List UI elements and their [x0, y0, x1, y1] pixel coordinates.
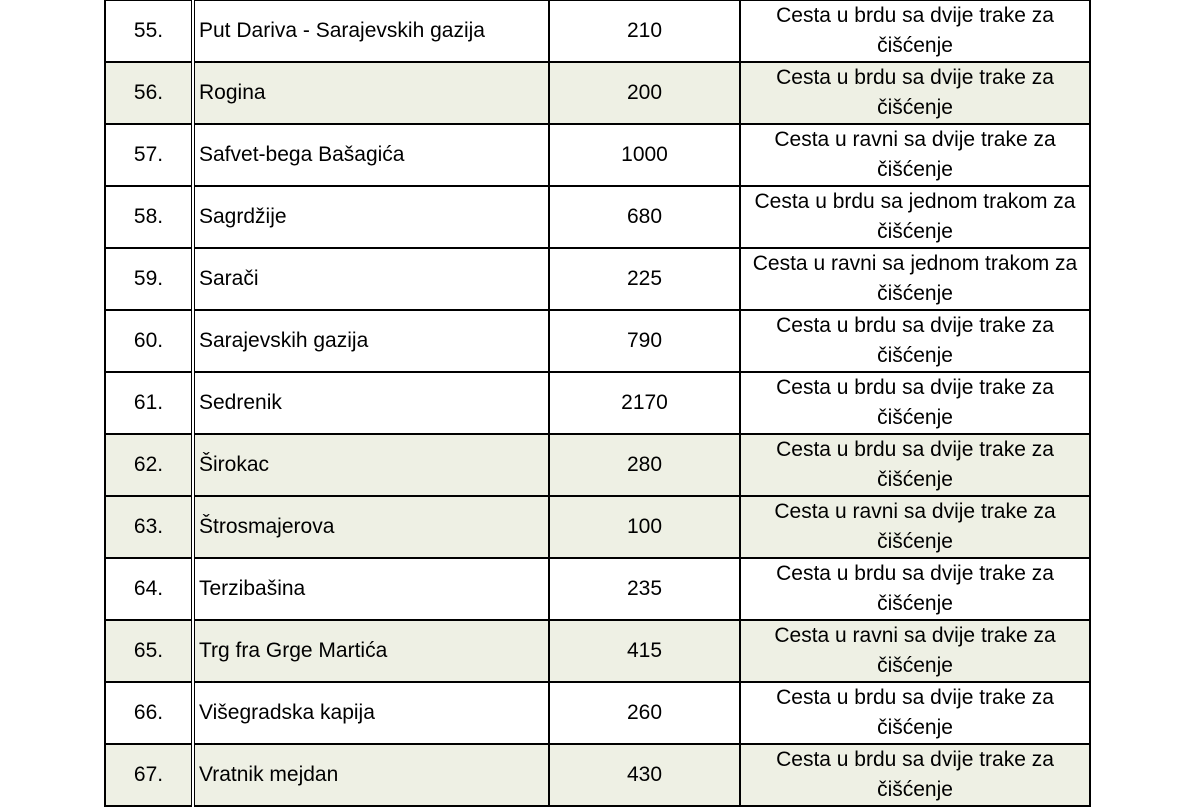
row-number-cell: 60.	[105, 310, 193, 372]
table-row	[105, 62, 1090, 124]
road-type-cell: Cesta u brdu sa dvije trake za čišćenje	[740, 0, 1090, 62]
row-number-cell: 67.	[105, 744, 193, 806]
street-table-container	[104, 0, 1091, 807]
table-row	[105, 682, 1090, 744]
table-row	[105, 372, 1090, 434]
road-type-cell: Cesta u ravni sa dvije trake za čišćenje	[740, 620, 1090, 682]
row-number-cell: 62.	[105, 434, 193, 496]
length-cell: 680	[549, 186, 740, 248]
table-row	[105, 0, 1090, 62]
row-number-cell: 58.	[105, 186, 193, 248]
row-number-cell: 56.	[105, 62, 193, 124]
road-type-cell: Cesta u ravni sa dvije trake za čišćenje	[740, 124, 1090, 186]
row-number-cell: 66.	[105, 682, 193, 744]
length-cell: 225	[549, 248, 740, 310]
road-type-cell: Cesta u brdu sa dvije trake za čišćenje	[740, 558, 1090, 620]
street-name-cell: Sarajevskih gazija	[193, 310, 549, 372]
road-type-cell: Cesta u ravni sa jednom trakom za čišćenje	[740, 248, 1090, 310]
row-number-cell: 64.	[105, 558, 193, 620]
length-cell: 415	[549, 620, 740, 682]
length-cell: 235	[549, 558, 740, 620]
table-row	[105, 186, 1090, 248]
table-row	[105, 310, 1090, 372]
table-body	[105, 0, 1090, 806]
length-cell: 1000	[549, 124, 740, 186]
street-name-cell: Štrosmajerova	[193, 496, 549, 558]
length-cell: 200	[549, 62, 740, 124]
length-cell: 210	[549, 0, 740, 62]
street-name-cell: Terzibašina	[193, 558, 549, 620]
road-type-cell: Cesta u brdu sa dvije trake za čišćenje	[740, 744, 1090, 806]
table-row	[105, 124, 1090, 186]
table-row	[105, 496, 1090, 558]
street-name-cell: Put Dariva - Sarajevskih gazija	[193, 0, 549, 62]
street-name-cell: Rogina	[193, 62, 549, 124]
street-table	[104, 0, 1091, 807]
road-type-cell: Cesta u ravni sa dvije trake za čišćenje	[740, 496, 1090, 558]
row-number-cell: 63.	[105, 496, 193, 558]
row-number-cell: 61.	[105, 372, 193, 434]
row-number-cell: 65.	[105, 620, 193, 682]
length-cell: 100	[549, 496, 740, 558]
street-name-cell: Sagrdžije	[193, 186, 549, 248]
length-cell: 2170	[549, 372, 740, 434]
length-cell: 430	[549, 744, 740, 806]
street-name-cell: Višegradska kapija	[193, 682, 549, 744]
length-cell: 280	[549, 434, 740, 496]
table-row	[105, 558, 1090, 620]
road-type-cell: Cesta u brdu sa dvije trake za čišćenje	[740, 372, 1090, 434]
length-cell: 260	[549, 682, 740, 744]
table-row	[105, 434, 1090, 496]
street-name-cell: Sedrenik	[193, 372, 549, 434]
road-type-cell: Cesta u brdu sa dvije trake za čišćenje	[740, 682, 1090, 744]
street-name-cell: Trg fra Grge Martića	[193, 620, 549, 682]
table-row	[105, 744, 1090, 806]
road-type-cell: Cesta u brdu sa dvije trake za čišćenje	[740, 62, 1090, 124]
road-type-cell: Cesta u brdu sa dvije trake za čišćenje	[740, 434, 1090, 496]
street-name-cell: Sarači	[193, 248, 549, 310]
street-name-cell: Širokac	[193, 434, 549, 496]
street-name-cell: Vratnik mejdan	[193, 744, 549, 806]
road-type-cell: Cesta u brdu sa dvije trake za čišćenje	[740, 310, 1090, 372]
table-row	[105, 620, 1090, 682]
row-number-cell: 57.	[105, 124, 193, 186]
street-name-cell: Safvet-bega Bašagića	[193, 124, 549, 186]
row-number-cell: 59.	[105, 248, 193, 310]
table-row	[105, 248, 1090, 310]
length-cell: 790	[549, 310, 740, 372]
road-type-cell: Cesta u brdu sa jednom trakom za čišćenje	[740, 186, 1090, 248]
row-number-cell: 55.	[105, 0, 193, 62]
